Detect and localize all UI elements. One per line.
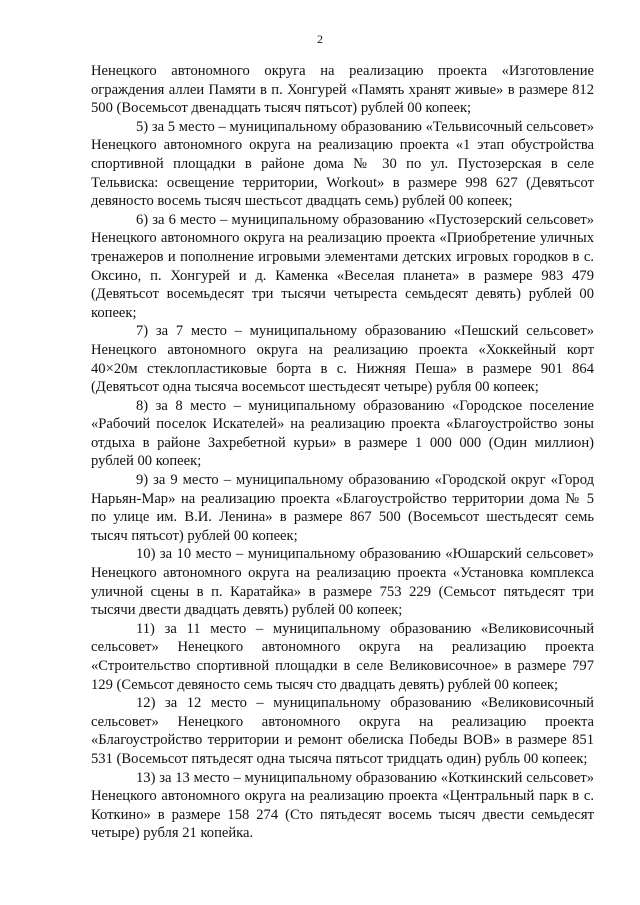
paragraph-item-5: 5) за 5 место – муниципальному образованию «Тельвисочный сельсовет» Ненецкого автономного округа на реализацию проекта «1 этап обустройства спортивной площадки в районе дома № 30 по ул. Пустозерская в селе Тельвиска: освещение территории, Workout» в размере 998 627 (Девятьсот девяносто восемь тысяч шестьсот двадцать семь) рублей 00 копеек; [91, 118, 594, 210]
page-number: 2 [317, 32, 323, 46]
paragraph-item-11: 11) за 11 место – муниципальному образованию «Великовисочный сельсовет» Ненецкого автономного округа на реализацию проекта «Строительство спортивной площадки в селе Великовисочное» в размере 797 129 (Семьсот девяносто семь тысяч сто двадцать девять) рублей 00 копеек; [91, 620, 594, 693]
paragraph-item-13: 13) за 13 место – муниципальному образованию «Коткинский сельсовет» Ненецкого автономного округа на реализацию проекта «Центральный парк в с. Коткино» в размере 158 274 (Сто пятьдесят восемь тысяч двести семьдесят четыре) рубля 21 копейка. [91, 769, 594, 842]
document-body [91, 62, 594, 843]
paragraph-item-6: 6) за 6 место – муниципальному образованию «Пустозерский сельсовет» Ненецкого автономного округа на реализацию проекта «Приобретение уличных тренажеров и пополнение игровыми элементами детских игровых городков в с. Оксино, п. Хонгурей и д. Каменка «Веселая планета» в размере 983 479 (Девятьсот восемьдесят три тысячи четыреста семьдесят девять) рублей 00 копеек; [91, 211, 594, 321]
paragraph-item-10: 10) за 10 место – муниципальному образованию «Юшарский сельсовет» Ненецкого автономного округа на реализацию проекта «Установка комплекса уличной сцены в п. Каратайка» в размере 753 229 (Семьсот пятьдесят три тысячи двести двадцать девять) рублей 00 копеек; [91, 546, 594, 619]
paragraph-item-8: 8) за 8 место – муниципальному образованию «Городское поселение «Рабочий поселок Искателей» на реализацию проекта «Благоустройство зоны отдыха в районе Захребетной курьи» в размере 1 000 000 (Один миллион) рублей 00 копеек; [91, 397, 594, 470]
paragraph-item-9: 9) за 9 место – муниципальному образованию «Городской округ «Город Нарьян-Мар» на реализацию проекта «Благоустройство территории дома № 5 по улице им. В.И. Ленина» в размере 867 500 (Восемьсот шестьдесят семь тысяч пятьсот) рублей 00 копеек; [91, 472, 594, 544]
paragraph-item-12: 12) за 12 место – муниципальному образованию «Великовисочный сельсовет» Ненецкого автономного округа на реализацию проекта «Благоустройство территории и ремонт обелиска Победы ВОВ» в размере 851 531 (Восемьсот пятьдесят одна тысяча пятьсот тридцать один) рубль 00 копеек; [91, 695, 594, 767]
paragraph-item-7: 7) за 7 место – муниципальному образованию «Пешский сельсовет» Ненецкого автономного округа на реализацию проекта «Хоккейный корт 40×20м стеклопластиковые борта в с. Нижняя Пеша» в размере 901 864 (Девятьсот одна тысяча восемьсот шестьдесят четыре) рубля 00 копеек; [91, 323, 594, 396]
paragraph-continuation: Ненецкого автономного округа на реализацию проекта «Изготовление ограждения аллеи Памяти в п. Хонгурей «Память хранят живые» в размере 812 500 (Восемьсот двенадцать тысяч пятьсот) рублей 00 копеек; [91, 63, 594, 117]
